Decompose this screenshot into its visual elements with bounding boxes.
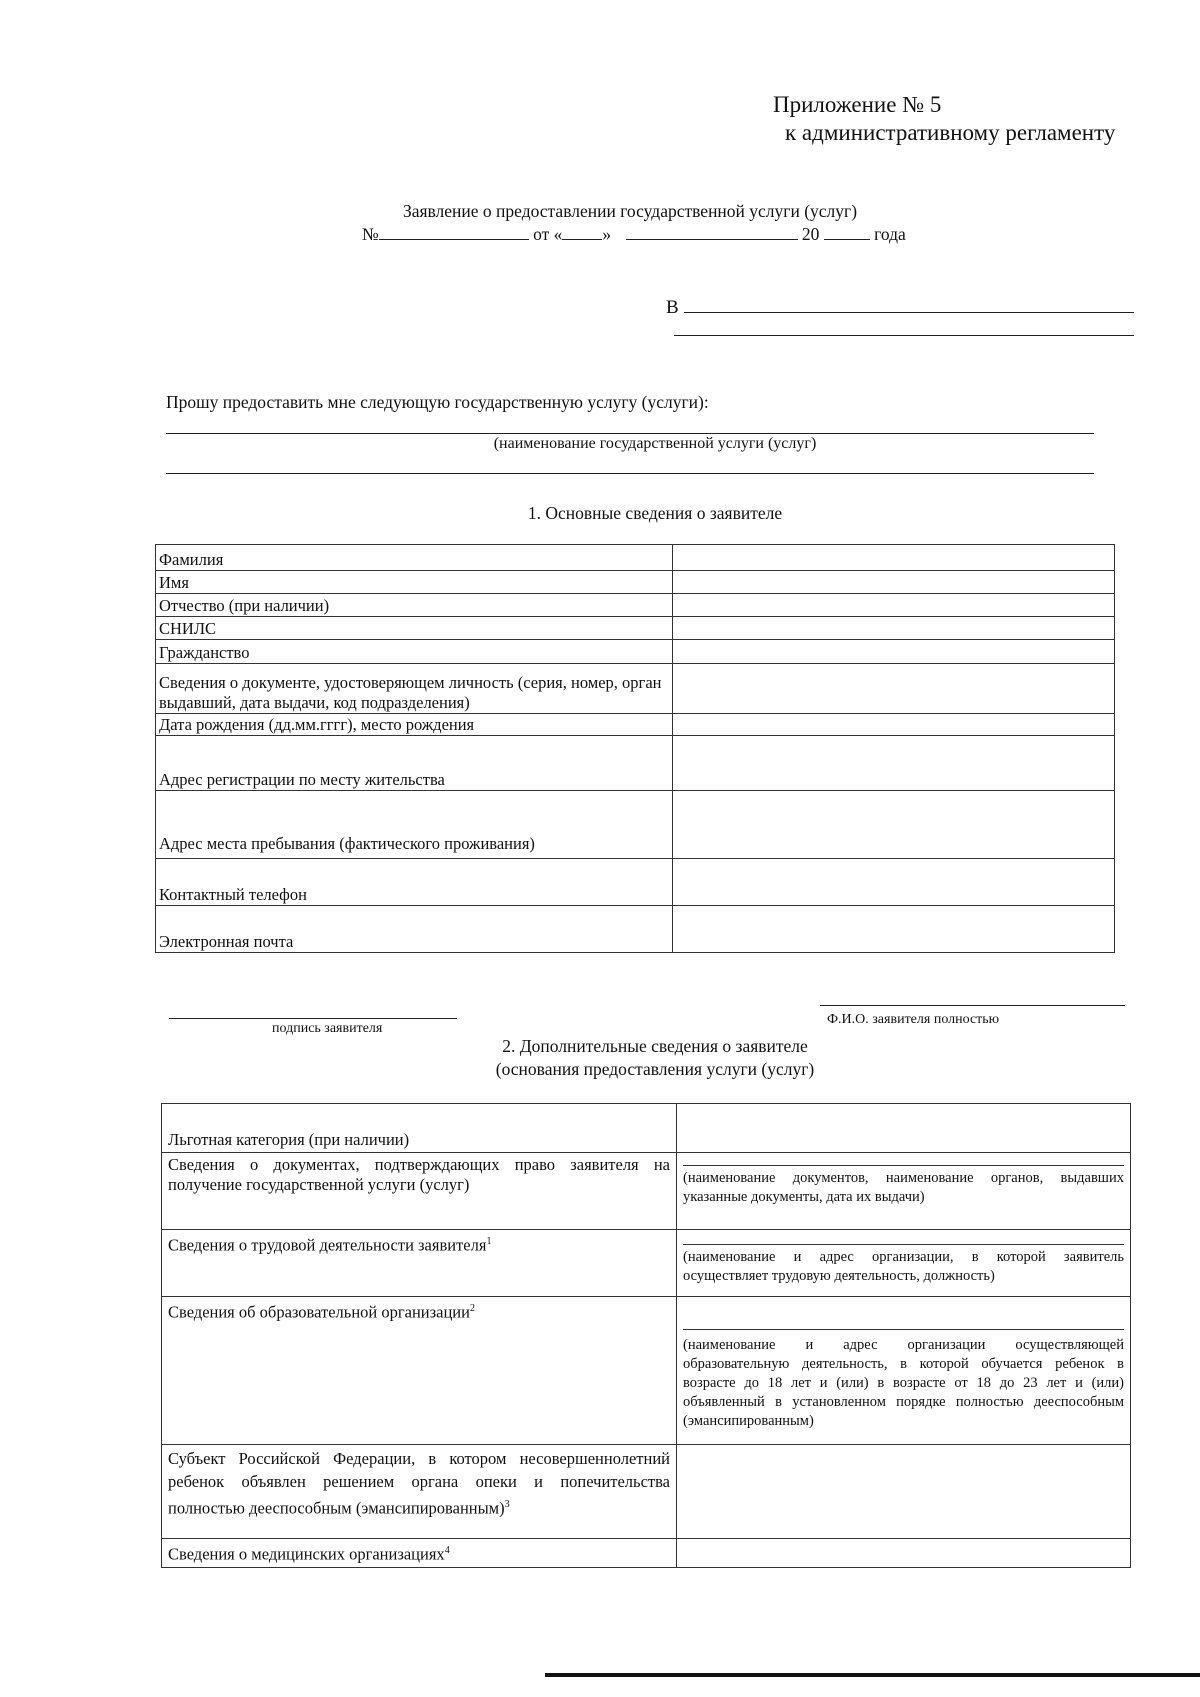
applicant-main-table — [155, 544, 1115, 953]
table-row — [162, 1230, 1131, 1297]
value-line[interactable] — [683, 1155, 1124, 1166]
section2-heading: 2. Дополнительные сведения о заявителе — [502, 1036, 808, 1056]
row-value[interactable] — [673, 859, 1115, 906]
row-note: (наименование и адрес организации осуществляющей образовательную деятельность, в которой обучается ребенок в возрасте до 18 лет и (или) в возрасте от 18 до 23 лет и (или) объявленный в установленном порядке полностью дееспособным (эмансипированным) — [683, 1337, 1124, 1429]
row-value[interactable] — [677, 1539, 1131, 1568]
row-value[interactable] — [673, 791, 1115, 859]
footnote-mark: 1 — [486, 1236, 492, 1247]
table-row — [156, 571, 1115, 594]
table-row — [156, 791, 1115, 859]
document-title: Заявление о предоставлении государственной услуги (услуг) — [402, 201, 858, 221]
fio-label: Ф.И.О. заявителя полностью — [827, 1012, 1000, 1027]
row-label-cell — [162, 1297, 677, 1445]
addressee-prefix: В — [666, 297, 679, 318]
annex-number: Приложение № 5 — [773, 92, 942, 117]
page-bottom-rule — [545, 1673, 1200, 1677]
signature-label: подпись заявителя — [272, 1021, 383, 1036]
row-value[interactable] — [677, 1104, 1131, 1153]
row-label: Льготная категория (при наличии) — [162, 1104, 677, 1153]
row-value[interactable] — [673, 571, 1115, 594]
table-row — [162, 1153, 1131, 1230]
signature-field[interactable] — [169, 1018, 457, 1019]
month-field[interactable] — [626, 239, 798, 240]
row-label: СНИЛС — [156, 617, 673, 640]
row-label: Сведения о документе, удостоверяющем личность (серия, номер, орган выдавший, дата выдачи, код подразделения) — [156, 664, 673, 714]
row-value[interactable] — [673, 664, 1115, 714]
row-note: (наименование документов, наименование органов, выдавших указанные документы, дата их выдачи) — [683, 1170, 1124, 1205]
number-date-line — [362, 224, 906, 245]
row-value[interactable] — [677, 1297, 1131, 1445]
row-value[interactable] — [673, 714, 1115, 736]
request-text: Прошу предоставить мне следующую государственную услугу (услуги): — [166, 392, 709, 412]
close-quote: » — [602, 224, 612, 244]
table-row — [162, 1297, 1131, 1445]
number-sign: № — [362, 224, 379, 244]
table-row — [156, 617, 1115, 640]
row-label: Имя — [156, 571, 673, 594]
day-field[interactable] — [562, 239, 602, 240]
row-value[interactable] — [677, 1153, 1131, 1230]
row-label: Отчество (при наличии) — [156, 594, 673, 617]
service-name-field-2[interactable] — [166, 473, 1094, 474]
row-value[interactable] — [673, 594, 1115, 617]
row-label: Электронная почта — [156, 906, 673, 953]
row-label: Сведения о трудовой деятельности заявителя — [168, 1235, 487, 1255]
row-label: Контактный телефон — [156, 859, 673, 906]
applicant-additional-table — [161, 1103, 1131, 1568]
year-suffix: года — [874, 224, 906, 244]
row-value[interactable] — [673, 906, 1115, 953]
row-value[interactable] — [673, 640, 1115, 664]
row-label-cell — [162, 1539, 677, 1568]
addressee-field-2[interactable] — [674, 335, 1134, 336]
year-field[interactable] — [824, 239, 870, 240]
addressee-field-1[interactable] — [684, 312, 1134, 313]
value-line[interactable] — [683, 1299, 1124, 1330]
value-line[interactable] — [683, 1232, 1124, 1245]
row-value[interactable] — [673, 545, 1115, 571]
row-label: Дата рождения (дд.мм.гггг), место рождения — [156, 714, 673, 736]
row-label: Гражданство — [156, 640, 673, 664]
service-name-field[interactable] — [166, 433, 1094, 434]
annex-reference: к административному регламенту — [785, 120, 1116, 145]
footnote-mark: 3 — [504, 1499, 510, 1510]
footnote-mark: 2 — [469, 1303, 475, 1314]
row-label: Субъект Российской Федерации, в котором несовершеннолетний ребенок объявлен решением органа опеки и попечительства полностью дееспособным (эмансипированным) — [168, 1449, 670, 1518]
row-label: Сведения об образовательной организации — [168, 1302, 470, 1322]
number-field[interactable] — [379, 239, 529, 240]
row-value[interactable] — [677, 1230, 1131, 1297]
row-label-cell — [162, 1445, 677, 1539]
table-row — [156, 714, 1115, 736]
row-label-cell — [162, 1230, 677, 1297]
year-prefix: 20 — [801, 224, 820, 244]
row-label: Адрес места пребывания (фактического проживания) — [156, 791, 673, 859]
table-row — [162, 1445, 1131, 1539]
row-note: (наименование и адрес организации, в которой заявитель осуществляет трудовую деятельность, должность) — [683, 1249, 1124, 1284]
table-row — [162, 1104, 1131, 1153]
row-label: Сведения о документах, подтверждающих право заявителя на получение государственной услуги (услуг) — [162, 1153, 677, 1230]
from-label: от « — [533, 224, 563, 244]
table-row — [156, 640, 1115, 664]
table-row — [156, 859, 1115, 906]
table-row — [156, 545, 1115, 571]
row-label: Фамилия — [156, 545, 673, 571]
row-label: Сведения о медицинских организациях — [168, 1544, 445, 1564]
table-row — [156, 736, 1115, 791]
fio-field[interactable] — [820, 1005, 1125, 1006]
table-row — [162, 1539, 1131, 1568]
table-row — [156, 906, 1115, 953]
row-value[interactable] — [677, 1445, 1131, 1539]
row-value[interactable] — [673, 617, 1115, 640]
footnote-mark: 4 — [444, 1545, 450, 1556]
service-name-caption: (наименование государственной услуги (услуг) — [493, 435, 817, 452]
section1-heading: 1. Основные сведения о заявителе — [527, 503, 783, 523]
row-value[interactable] — [673, 736, 1115, 791]
table-row — [156, 664, 1115, 714]
row-label: Адрес регистрации по месту жительства — [156, 736, 673, 791]
section2-subheading: (основания предоставления услуги (услуг) — [495, 1059, 815, 1079]
table-row — [156, 594, 1115, 617]
